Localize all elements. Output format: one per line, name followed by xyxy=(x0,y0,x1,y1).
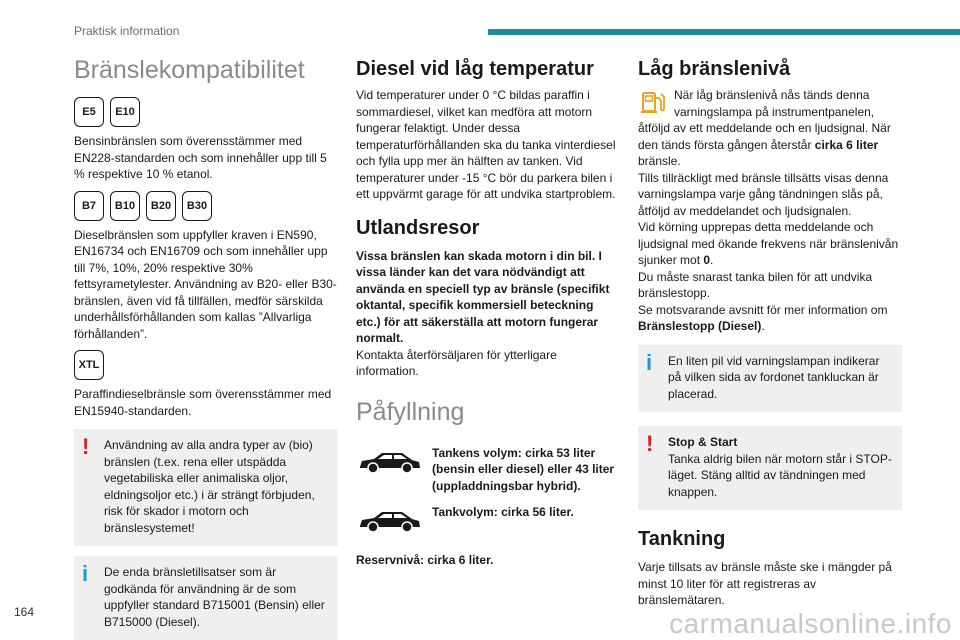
low-fuel-p1-text: När låg bränslenivå nås tänds denna varningslampa på instrumentpanelen, åtföljd av ett meddelande och en ljudsignal. När den tänds första gången återstår xyxy=(638,88,891,152)
exclamation-icon: ! xyxy=(82,434,90,459)
column-fuel-compatibility xyxy=(74,52,338,640)
info-box-arrow xyxy=(638,345,902,413)
info-text: De enda bränsletillsatser som är godkända för användning är de som uppfyller standard B715001 (Bensin) eller B715000 (Diesel). xyxy=(104,565,325,629)
car-icon xyxy=(356,449,422,475)
low-fuel-body xyxy=(638,87,902,335)
low-fuel-p3-text: Vid körning upprepas detta meddelande och ljudsignal med ökande frekvens när bränslenivån sjunker mot xyxy=(638,220,899,267)
exclamation-icon: ! xyxy=(646,431,654,456)
title-filling: Påfyllning xyxy=(356,397,465,426)
text-diesel-low-temp: Vid temperaturer under 0 °C bildas paraffin i sommardiesel, vilket kan medföra att motorn fungerar felaktigt. Under dessa temperaturförhållanden ska du tanka vinterdiesel och fylla upp mer än hälften av tanken. Vid temperaturer under -15 °C bör du parkera bilen i ett uppvärmt garage för att undvika startproblem. xyxy=(356,88,616,201)
badges-diesel xyxy=(74,191,338,221)
text-abroad: Kontakta återförsäljaren för ytterligare information. xyxy=(356,347,557,378)
page-number: 164 xyxy=(14,605,35,619)
low-fuel-p5-end: . xyxy=(761,319,765,333)
car-icon xyxy=(356,508,422,534)
info-icon: i xyxy=(82,561,89,586)
low-fuel-p3 xyxy=(638,219,902,269)
title-fuel-compatibility: Bränslekompatibilitet xyxy=(74,56,305,84)
fuel-stop-reference: Bränslestopp (Diesel) xyxy=(638,319,762,333)
low-fuel-p5-text: Se motsvarande avsnitt för mer information om xyxy=(638,302,888,317)
stop-start-title: Stop & Start xyxy=(668,435,738,449)
tank-row-1 xyxy=(356,445,620,495)
low-fuel-p2: Tills tillräckligt med bränsle tillsätts visas denna varningslampa varje gång tändningen slås på, åtföljd av meddelandet och ljudsignalen. xyxy=(638,170,889,218)
reserve-level: Reservnivå: cirka 6 liter. xyxy=(356,553,494,567)
info-icon: i xyxy=(646,349,653,375)
header-section: Praktisk information xyxy=(74,24,180,38)
low-fuel-p1-end: bränsle. xyxy=(638,154,681,168)
title-travel-abroad: Utlandsresor xyxy=(356,216,480,239)
fuel-pump-icon xyxy=(638,87,668,117)
badge-b20: B20 xyxy=(146,191,176,221)
stop-start-box xyxy=(638,426,902,510)
badge-b10: B10 xyxy=(110,191,140,221)
warning-box xyxy=(74,429,338,546)
badges-xtl xyxy=(74,350,338,380)
title-refuelling: Tankning xyxy=(638,528,726,550)
badge-xtl: XTL xyxy=(74,350,104,380)
tank-row-2 xyxy=(356,504,620,534)
tank-volume-1: Tankens volym: cirka 53 liter (bensin eller diesel) eller 43 liter (uppladdningsbar hybrid). xyxy=(432,445,615,493)
low-fuel-p1 xyxy=(638,87,902,170)
low-fuel-remaining: cirka 6 liter xyxy=(814,137,879,152)
warning-text: Användning av alla andra typer av (bio) bränslen (t.ex. rena eller utspädda vegetabiliska eller animaliska oljor, eldningsoljor etc.) i är strängt förbjuden, risk för skador i motorn och bränslesystemet! xyxy=(104,438,315,535)
column-diesel-travel xyxy=(356,52,620,569)
text-xtl: Paraffindieselbränsle som överensstämmer med EN15940-standarden. xyxy=(74,387,332,418)
badge-b7: B7 xyxy=(74,191,104,221)
text-petrol: Bensinbränslen som överensstämmer med EN228-standarden och som innehåller upp till 5 % respektive 10 % etanol. xyxy=(74,134,327,181)
badge-e5: E5 xyxy=(74,97,104,127)
header-accent-bar xyxy=(488,29,960,35)
info-box xyxy=(74,556,338,640)
column-low-fuel xyxy=(638,52,902,609)
info-arrow-text: En liten pil vid varningslampan indikerar på vilken sida av fordonet tankluckan är placerad. xyxy=(668,353,880,401)
low-fuel-p3-end: . xyxy=(710,253,714,267)
stop-start-text: Tanka aldrig bilen när motorn står i STOP-läget. Stäng alltid av tändningen med knappen. xyxy=(668,451,892,499)
low-fuel-zero: 0 xyxy=(703,253,711,267)
badge-e10: E10 xyxy=(110,97,140,127)
watermark: carmanualsonline.info xyxy=(669,608,952,639)
refuelling-text: Varje tillsats av bränsle måste ske i mängder på minst 10 liter för att registreras av bränslemätaren. xyxy=(638,560,892,607)
text-abroad-bold: Vissa bränslen kan skada motorn i din bil. I vissa länder kan det vara nödvändigt att använda en speciell typ av bränsle (specifikt oktantal, specifik kommersiell beteckning etc.) för att säkerställa att motorn fungerar normalt. xyxy=(356,248,610,345)
badges-petrol xyxy=(74,97,338,127)
low-fuel-p4: Du måste snarast tanka bilen för att undvika bränslestopp. xyxy=(638,269,873,300)
title-low-fuel: Låg bränslenivå xyxy=(638,58,791,80)
title-diesel-low-temp: Diesel vid låg temperatur xyxy=(356,58,594,80)
badge-b30: B30 xyxy=(182,191,212,221)
tank-volume-2: Tankvolym: cirka 56 liter. xyxy=(432,505,574,519)
text-diesel: Dieselbränslen som uppfyller kraven i EN590, EN16734 och EN16709 och som innehåller upp till 7%, 10%, 20% respektive 30% fettsyrametylester. Användning av B20- eller B30-bränslen, även vid få tillfällen, medför särskilda underhållsförhållanden som kallas ”Allvarliga förhållanden”. xyxy=(74,227,337,341)
low-fuel-p5 xyxy=(638,302,902,335)
